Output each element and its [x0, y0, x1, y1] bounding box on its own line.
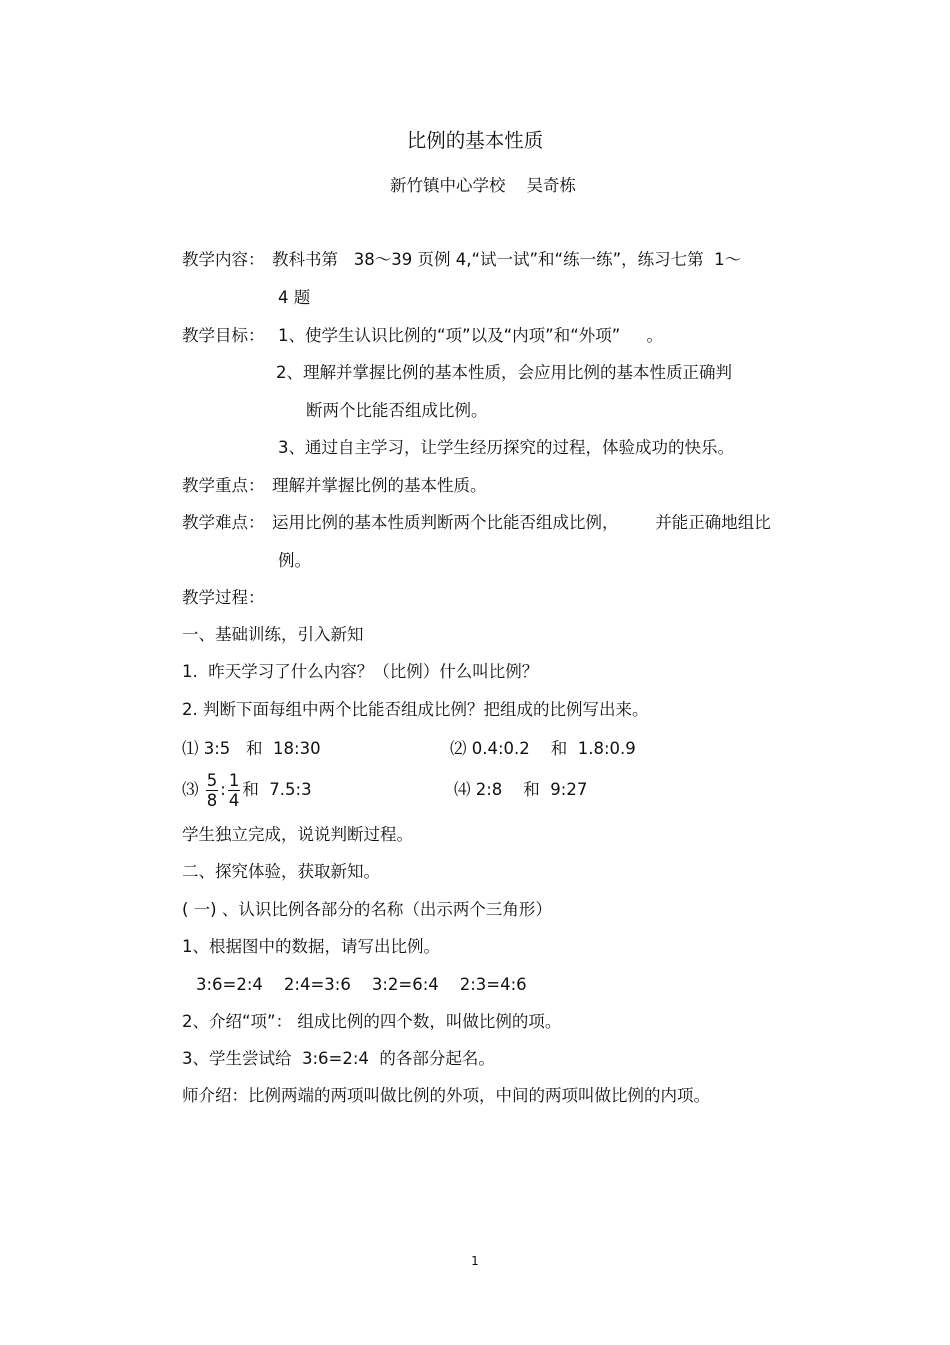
exercise-3-suffix: 和 7.5:3	[242, 780, 312, 799]
fraction-five-eighths	[206, 771, 219, 810]
goal-2: 2、理解并掌握比例的基本性质，会应用比例的基本性质正确判	[276, 363, 732, 382]
goals-label: 教学目标：	[182, 326, 265, 345]
page-number: 1	[471, 1254, 479, 1268]
author-line: 新竹镇中心学校 吴奇栋	[390, 176, 576, 195]
exercise-3	[182, 768, 312, 812]
section-2-subheading: ( 一) 、认识比例各部分的名称（出示两个三角形）	[182, 900, 552, 919]
content-label: 教学内容：	[182, 250, 265, 269]
goal-3: 3、通过自主学习，让学生经历探究的过程，体验成功的快乐。	[278, 438, 734, 457]
process-label: 教学过程：	[182, 588, 265, 607]
difficulty-label: 教学难点：	[182, 513, 265, 532]
ratio-examples: 3:6=2:4 2:4=3:6 3:2=6:4 2:3=4:6	[196, 975, 527, 994]
key-label: 教学重点：	[182, 476, 265, 495]
ratio-colon: :	[220, 780, 226, 799]
fraction-numerator: 1	[228, 771, 240, 790]
question-1: 1. 昨天学习了什么内容？（比例）什么叫比例？	[182, 662, 539, 681]
teacher-intro: 师介绍：比例两端的两项叫做比例的外项，中间的两项叫做比例的内项。	[182, 1086, 710, 1105]
exercise-3-prefix: ⑶	[182, 780, 199, 799]
question-2: 2. 判断下面每组中两个比能否组成比例？把组成的比例写出来。	[182, 700, 649, 719]
fraction-one-quarter	[228, 771, 241, 810]
fraction-denominator: 4	[228, 791, 240, 810]
fraction-denominator: 8	[206, 791, 218, 810]
point-3: 3、学生尝试给 3:6=2:4 的各部分起名。	[182, 1049, 495, 1068]
student-instruction: 学生独立完成，说说判断过程。	[182, 825, 413, 844]
difficulty-text: 运用比例的基本性质判断两个比能否组成比例， 并能正确地组比	[272, 513, 771, 532]
difficulty-text-cont: 例。	[278, 551, 311, 570]
section-2-heading: 二、探究体验，获取新知。	[182, 862, 380, 881]
content-text: 教科书第 38～39 页例 4,“试一试”和“练一练”，练习七第 1～	[272, 250, 742, 269]
point-2: 2、介绍“项”： 组成比例的四个数，叫做比例的项。	[182, 1012, 562, 1031]
point-1: 1、根据图中的数据，请写出比例。	[182, 937, 440, 956]
exercise-1: ⑴ 3:5 和 18:30	[182, 739, 321, 758]
goal-1: 1、使学生认识比例的“项”以及“内项”和“外项” 。	[278, 326, 664, 345]
exercise-2: ⑵ 0.4:0.2 和 1.8:0.9	[450, 739, 636, 758]
goal-2-cont: 断两个比能否组成比例。	[306, 401, 488, 420]
document-title: 比例的基本性质	[406, 129, 544, 152]
content-text-cont: 4 题	[278, 288, 311, 307]
key-text: 理解并掌握比例的基本性质。	[272, 476, 487, 495]
fraction-numerator: 5	[206, 771, 218, 790]
exercise-4: ⑷ 2:8 和 9:27	[454, 780, 588, 799]
section-1-heading: 一、基础训练，引入新知	[182, 625, 364, 644]
